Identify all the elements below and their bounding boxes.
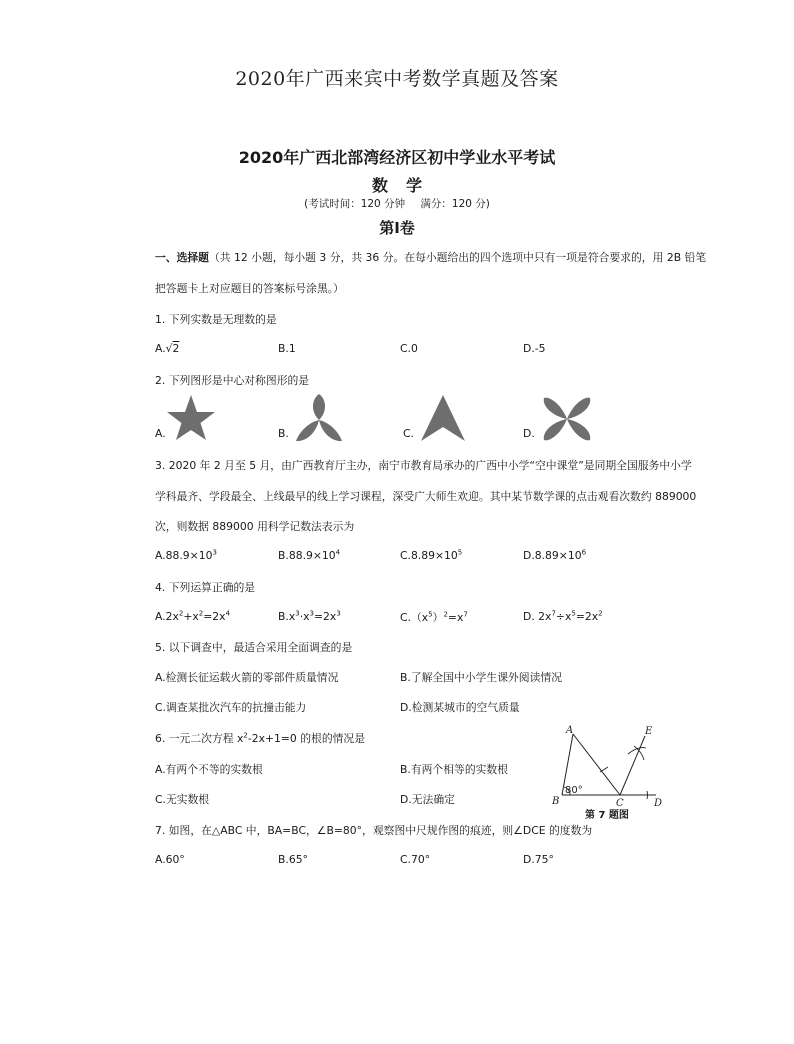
q1-stem: 1. 下列实数是无理数的是 xyxy=(155,313,277,326)
q5-option-b: B.了解全国中小学生课外阅读情况 xyxy=(400,671,562,684)
q4-option-a: $A.2x^2+x^2=2x^4$ xyxy=(155,609,231,623)
q4-option-d: D. $2x^7\div x^5=2x^2$ xyxy=(523,609,603,623)
point-label-c: C xyxy=(616,798,624,809)
four-petal-shape-icon xyxy=(540,394,594,444)
q1-option-c: C.0 xyxy=(400,342,418,355)
figure-7-caption: 第 7 题图 xyxy=(585,810,629,821)
q3-option-a: $A.88.9\times 10^3$ xyxy=(155,548,217,562)
q4-stem: 4. 下列运算正确的是 xyxy=(155,581,256,594)
arrowhead-shape-icon xyxy=(418,394,468,442)
q3-stem-line3: 次，则数据 889000 用科学记数法表示为 xyxy=(155,520,355,533)
q6-option-d: D.无法确定 xyxy=(400,793,455,806)
q3-option-c: $C.8.89\times 10^5$ xyxy=(400,548,463,562)
q7-stem: 7. 如图，在△ABC 中，BA=BC，∠B=80°，观察图中尺规作图的痕迹，则∠DCE 的度数为 xyxy=(155,824,593,837)
q7-option-a: A.60° xyxy=(155,853,185,866)
three-petal-shape-icon xyxy=(292,393,346,443)
exam-volume: 第Ⅰ卷 xyxy=(379,219,415,237)
q6-option-a: A.有两个不等的实数根 xyxy=(155,763,263,776)
q3-option-b: $B.88.9\times 10^4$ xyxy=(278,548,341,562)
q5-option-a: A.检测长征运载火箭的零部件质量情况 xyxy=(155,671,339,684)
point-label-b: B xyxy=(552,796,560,807)
point-label-e: E xyxy=(645,726,653,737)
tick-mark-ac xyxy=(600,767,608,772)
q3-stem-line2: 学科最齐、学段最全、上线最早的线上学习课程，深受广大师生欢迎。其中某节数学课的点击观看次数约 889000 xyxy=(155,490,697,503)
q1-option-a: A.√2 xyxy=(155,342,180,355)
exam-score: 满分：120 分) xyxy=(420,198,490,210)
q3-stem-line1: 3. 2020 年 2 月至 5 月，由广西教育厅主办，南宁市教育局承办的广西中小学“空中课堂”是同期全国服务中小学 xyxy=(155,459,692,472)
section-heading: 一、选择题 xyxy=(155,251,209,264)
section-instructions-line2: 把答题卡上对应题目的答案标号涂黑。） xyxy=(155,282,344,295)
sqrt-symbol: √ xyxy=(165,342,173,355)
q2-option-a: A. xyxy=(155,427,166,440)
q4-option-b: $B.x^3\cdot x^3=2x^3$ xyxy=(278,609,341,623)
section-instructions-line1: 一、选择题（共 12 小题，每小题 3 分，共 36 分。在每小题给出的四个选项中只有一项是符合要求的，用 2B 铅笔 xyxy=(155,251,707,264)
exam-title: 2020年广西北部湾经济区初中学业水平考试 xyxy=(238,148,556,167)
q7-option-d: D.75° xyxy=(523,853,554,866)
exam-subject: 数学 xyxy=(371,176,440,195)
q6-option-b: B.有两个相等的实数根 xyxy=(400,763,509,776)
exam-info xyxy=(0,196,794,211)
q2-option-b: B. xyxy=(278,427,289,440)
q2-stem: 2. 下列图形是中心对称图形的是 xyxy=(155,374,310,387)
star-shape-icon xyxy=(165,394,217,442)
q2-option-c: C. xyxy=(403,427,414,440)
exam-time: (考试时间：120 分钟 xyxy=(304,198,406,210)
point-label-a: A xyxy=(566,725,574,736)
q6-stem: 6. 一元二次方程 $x^2-2x+1=0$ 的根的情况是 xyxy=(155,731,366,745)
q1-option-b: B.1 xyxy=(278,342,296,355)
construction-arc-3 xyxy=(647,791,648,799)
angle-label: 80° xyxy=(565,785,583,796)
q1-option-d: D.-5 xyxy=(523,342,546,355)
point-label-d: D xyxy=(654,798,663,809)
q7-option-b: B.65° xyxy=(278,853,308,866)
line-ce xyxy=(620,736,645,795)
q4-option-c: $C.(x^5)^2=x^7$ xyxy=(400,610,468,624)
q6-option-c: C.无实数根 xyxy=(155,793,210,806)
document-title: 2020年广西来宾中考数学真题及答案 xyxy=(235,68,559,90)
q2-option-d: D. xyxy=(523,427,535,440)
q7-option-c: C.70° xyxy=(400,853,431,866)
q5-option-c: C.调查某批次汽车的抗撞击能力 xyxy=(155,701,307,714)
q5-option-d: D.检测某城市的空气质量 xyxy=(400,701,520,714)
q5-stem: 5. 以下调查中，最适合采用全面调查的是 xyxy=(155,641,353,654)
q3-option-d: $D.8.89\times 10^6$ xyxy=(523,548,587,562)
